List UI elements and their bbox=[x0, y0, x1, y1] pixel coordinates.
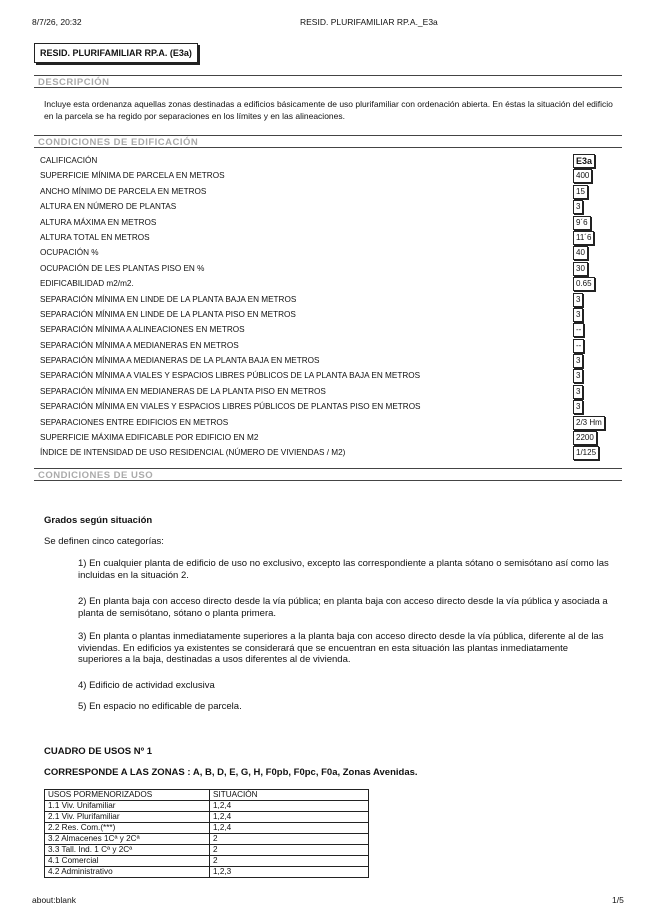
condition-label: SEPARACIÓN MÍNIMA EN MEDIANERAS DE LA PLANTA PISO EN METROS bbox=[40, 386, 326, 396]
condition-label: CALIFICACIÓN bbox=[40, 156, 98, 165]
cuadro-heading: CUADRO DE USOS Nº 1 bbox=[44, 746, 152, 757]
condition-value: 3 bbox=[573, 400, 583, 414]
grados-item-2: 2) En planta baja con acceso directo desde la vía pública; en planta baja con acceso directo desde la vía pública y asociada a planta de semisótano, sótano o planta primera. bbox=[78, 596, 608, 619]
condition-label: SEPARACIONES ENTRE EDIFICIOS EN METROS bbox=[40, 417, 229, 427]
condition-value: -- bbox=[573, 339, 584, 353]
condition-row bbox=[40, 168, 610, 183]
condition-row bbox=[40, 245, 610, 260]
condition-value: 3 bbox=[573, 354, 583, 368]
condition-row bbox=[40, 261, 610, 276]
condition-label: SEPARACIÓN MÍNIMA A MEDIANERAS EN METROS bbox=[40, 340, 239, 350]
condition-row bbox=[40, 353, 610, 368]
uso-cell: 3.3 Tall. Ind. 1 Cª y 2Cª bbox=[45, 845, 210, 856]
table-row bbox=[45, 856, 369, 867]
conditions-list bbox=[40, 153, 610, 461]
table-row bbox=[45, 823, 369, 834]
section-condiciones-edificacion: CONDICIONES DE EDIFICACIÓN bbox=[34, 135, 622, 148]
situacion-cell: 2 bbox=[210, 834, 369, 845]
condition-value: 3 bbox=[573, 385, 583, 399]
condition-row bbox=[40, 307, 610, 322]
section-descripcion: DESCRIPCIÓN bbox=[34, 75, 622, 88]
condition-row bbox=[40, 276, 610, 291]
condition-label: SEPARACIÓN MÍNIMA A ALINEACIONES EN METROS bbox=[40, 325, 245, 335]
condition-row bbox=[40, 215, 610, 230]
table-row bbox=[45, 834, 369, 845]
condition-value: E3a bbox=[573, 154, 595, 168]
condition-label: EDIFICABILIDAD m2/m2. bbox=[40, 279, 134, 289]
condition-row bbox=[40, 399, 610, 414]
condition-value: 3 bbox=[573, 200, 583, 214]
condition-value: 40 bbox=[573, 246, 588, 260]
print-doc-title: RESID. PLURIFAMILIAR RP.A._E3a bbox=[300, 17, 438, 27]
grados-item-1: 1) En cualquier planta de edificio de uso no exclusivo, excepto las correspondiente a planta sótano o semisótano así como las incluidas en la situación 2. bbox=[78, 558, 609, 581]
description-text: Incluye esta ordenanza aquellas zonas destinadas a edificios básicamente de uso plurifamiliar con ordenación abierta. En éstas la situación del edificio en la parcela se ha regido por separaciones en los límites y en las alineaciones. bbox=[44, 99, 613, 121]
condition-row bbox=[40, 292, 610, 307]
grados-item-4: 4) Edificio de actividad exclusiva bbox=[78, 680, 215, 691]
section-condiciones-uso: CONDICIONES DE USO bbox=[34, 468, 622, 481]
condition-value: 2/3 Hm bbox=[573, 416, 605, 430]
condition-label: ALTURA TOTAL EN METROS bbox=[40, 232, 150, 242]
condition-label: OCUPACIÓN % bbox=[40, 248, 99, 258]
situacion-cell: 1,2,4 bbox=[210, 812, 369, 823]
grados-intro: Se definen cinco categorías: bbox=[44, 536, 164, 547]
condition-label: ALTURA MÁXIMA EN METROS bbox=[40, 217, 157, 227]
condition-value: 15 bbox=[573, 185, 588, 199]
condition-row bbox=[40, 384, 610, 399]
condition-label: ALTURA EN NÚMERO DE PLANTAS bbox=[40, 202, 177, 212]
usos-table bbox=[44, 789, 369, 878]
condition-label: SUPERFICIE MÍNIMA DE PARCELA EN METROS bbox=[40, 171, 225, 181]
condition-value: 30 bbox=[573, 262, 588, 276]
condition-label: ÍNDICE DE INTENSIDAD DE USO RESIDENCIAL (NÚMERO DE VIVIENDAS / M2) bbox=[40, 448, 346, 458]
condition-row bbox=[40, 153, 610, 168]
condition-value: 400 bbox=[573, 169, 592, 183]
uso-cell: 2.1 Viv. Plurifamiliar bbox=[45, 812, 210, 823]
table-row bbox=[45, 845, 369, 856]
condition-value: 2200 bbox=[573, 431, 597, 445]
condition-row bbox=[40, 430, 610, 445]
condition-row bbox=[40, 445, 610, 460]
condition-value: 3 bbox=[573, 369, 583, 383]
condition-row bbox=[40, 338, 610, 353]
grados-item-3: 3) En planta o plantas inmediatamente superiores a la planta baja con acceso directo desde la vía pública, diferente al de las viviendas. En edificios ya existentes se considerará que se encuentran en esta situación las plantas inmediatamente superiores a la baja, destinadas a usos diferentes al de vivienda. bbox=[78, 631, 604, 665]
situacion-cell: 1,2,4 bbox=[210, 823, 369, 834]
usos-header-row bbox=[45, 790, 369, 801]
table-row bbox=[45, 801, 369, 812]
condition-value: 9´6 bbox=[573, 216, 591, 230]
print-date: 8/7/26, 20:32 bbox=[32, 17, 82, 27]
condition-value: 3 bbox=[573, 293, 583, 307]
condition-row bbox=[40, 322, 610, 337]
situacion-cell: 1,2,4 bbox=[210, 801, 369, 812]
situacion-cell: 2 bbox=[210, 845, 369, 856]
grados-item-5: 5) En espacio no edificable de parcela. bbox=[78, 701, 242, 712]
condition-value: 1/125 bbox=[573, 446, 599, 460]
usos-column-header: USOS PORMENORIZADOS bbox=[45, 790, 210, 801]
footer-page: 1/5 bbox=[612, 895, 624, 905]
situacion-cell: 1,2,3 bbox=[210, 867, 369, 878]
cuadro-zonas: CORRESPONDE A LAS ZONAS : A, B, D, E, G, H, F0pb, F0pc, F0a, Zonas Avenidas. bbox=[44, 767, 418, 778]
table-row bbox=[45, 867, 369, 878]
grados-heading: Grados según situación bbox=[44, 515, 153, 526]
condition-label: SEPARACIÓN MÍNIMA EN LINDE DE LA PLANTA PISO EN METROS bbox=[40, 309, 296, 319]
condition-label: ANCHO MÍNIMO DE PARCELA EN METROS bbox=[40, 186, 207, 196]
condition-value: 3 bbox=[573, 308, 583, 322]
condition-label: SEPARACIÓN MÍNIMA EN VIALES Y ESPACIOS LIBRES PÚBLICOS DE PLANTAS PISO EN METROS bbox=[40, 402, 421, 412]
condition-value: 11´6 bbox=[573, 231, 594, 245]
table-row bbox=[45, 812, 369, 823]
uso-cell: 4.2 Administrativo bbox=[45, 867, 210, 878]
page-title: RESID. PLURIFAMILIAR RP.A. (E3a) bbox=[34, 43, 198, 63]
condition-value: 0.65 bbox=[573, 277, 595, 291]
condition-row bbox=[40, 184, 610, 199]
condition-label: OCUPACIÓN DE LES PLANTAS PISO EN % bbox=[40, 263, 205, 273]
uso-cell: 4.1 Comercial bbox=[45, 856, 210, 867]
condition-label: SUPERFICIE MÁXIMA EDIFICABLE POR EDIFICIO EN M2 bbox=[40, 433, 259, 443]
condition-label: SEPARACIÓN MÍNIMA A VIALES Y ESPACIOS LIBRES PÚBLICOS DE LA PLANTA BAJA EN METROS bbox=[40, 371, 421, 381]
condition-row bbox=[40, 415, 610, 430]
uso-cell: 3.2 Almacenes 1Cª y 2Cª bbox=[45, 834, 210, 845]
condition-value: -- bbox=[573, 323, 584, 337]
condition-row bbox=[40, 368, 610, 383]
condition-label: SEPARACIÓN MÍNIMA EN LINDE DE LA PLANTA BAJA EN METROS bbox=[40, 294, 297, 304]
condition-row bbox=[40, 199, 610, 214]
condition-label: SEPARACIÓN MÍNIMA A MEDIANERAS DE LA PLANTA BAJA EN METROS bbox=[40, 356, 320, 366]
usos-column-header: SITUACIÓN bbox=[210, 790, 369, 801]
condition-row bbox=[40, 230, 610, 245]
situacion-cell: 2 bbox=[210, 856, 369, 867]
uso-cell: 2.2 Res. Com.(***) bbox=[45, 823, 210, 834]
footer-url: about:blank bbox=[32, 895, 76, 905]
uso-cell: 1.1 Viv. Unifamiliar bbox=[45, 801, 210, 812]
